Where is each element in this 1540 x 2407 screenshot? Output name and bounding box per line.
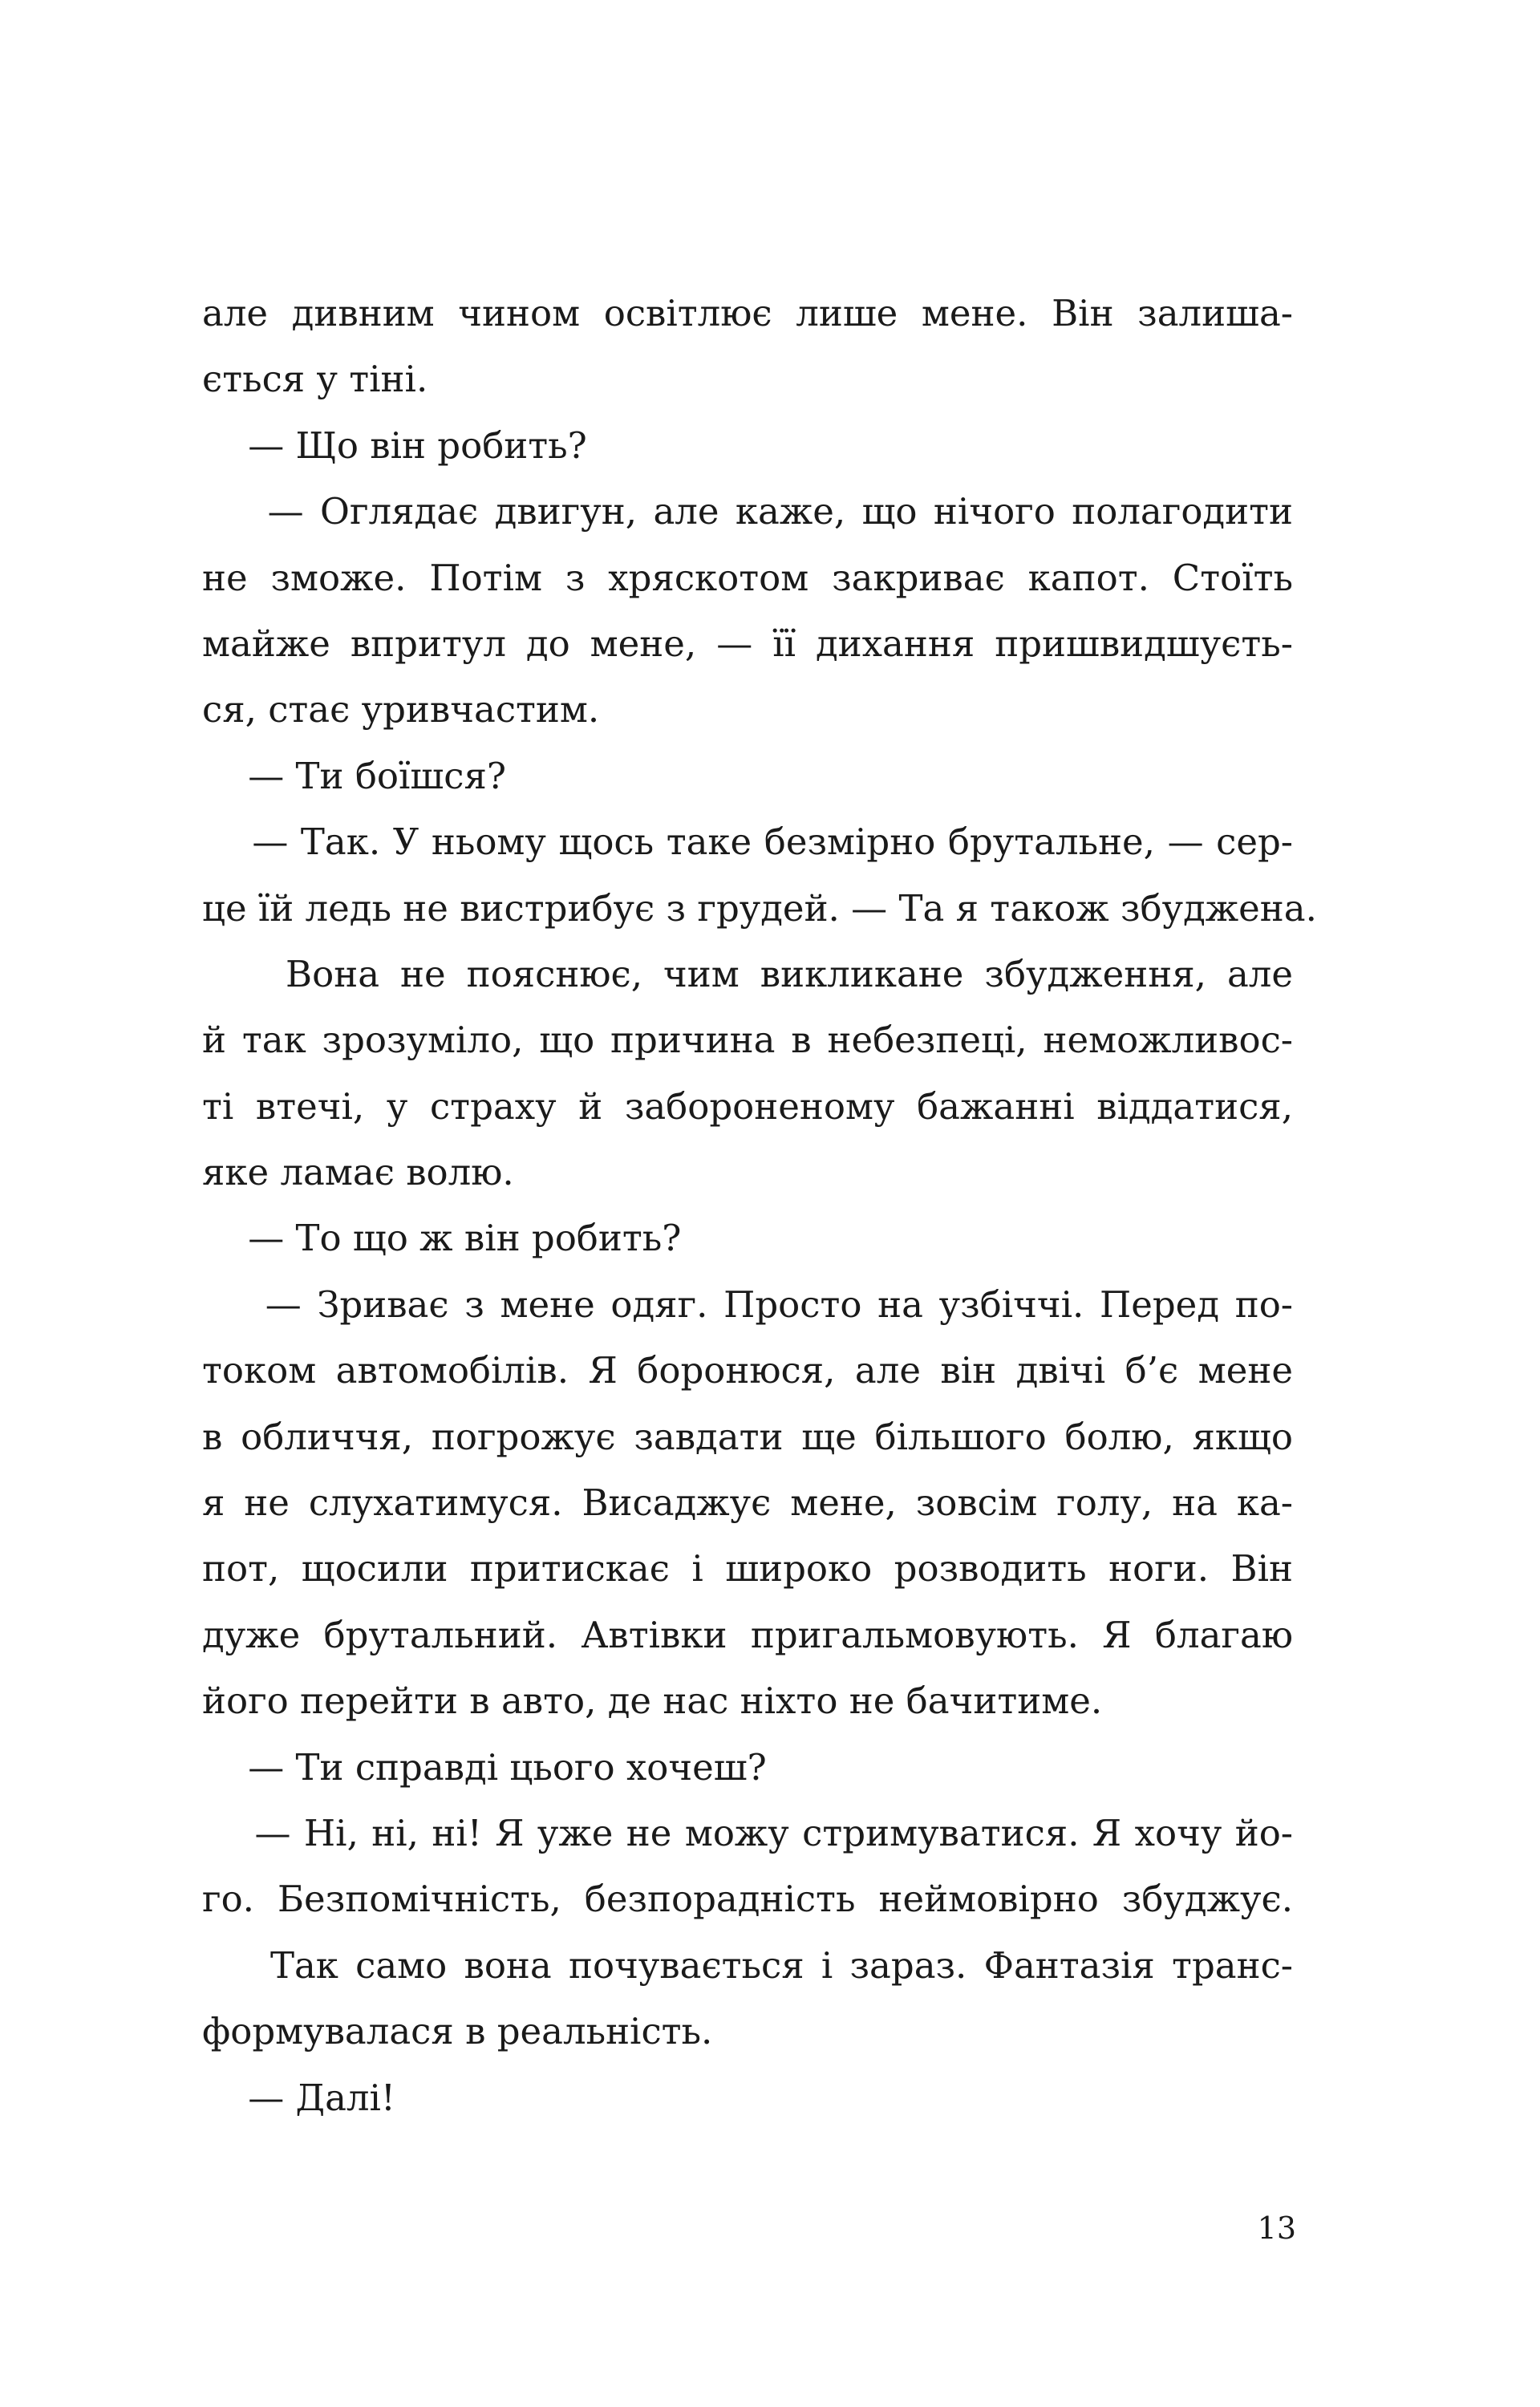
text-line-9: — Так. У ньому щось таке безмірно брутальне, — сер- [202,821,1293,864]
text-line-6: майже впритул до мене, — її дихання пришвидшуєть- [202,622,1293,665]
text-line-10: це їй ледь не вистрибує з грудей. — Та я також збуджена. [202,886,1317,930]
text-line-7: ся, стає уривчастим. [202,688,600,731]
page-number: 13 [1257,2210,1296,2246]
text-line-4: — Оглядає двигун, але каже, що нічого полагодити [202,490,1293,533]
text-line-19: я не слухатимуся. Висаджує мене, зовсім голу, на ка- [202,1481,1293,1525]
text-line-16: — Зриває з мене одяг. Просто на узбіччі. Перед по- [202,1283,1293,1326]
text-line-18: в обличчя, погрожує завдати ще більшого болю, якщо [202,1415,1293,1458]
text-line-3: — Що він робить? [202,423,587,467]
text-line-26: Так само вона почувається і зараз. Фантазія транс- [202,1943,1293,1987]
text-line-25: го. Безпомічність, безпорадність неймовірно збуджує. [202,1878,1293,1921]
text-line-14: яке ламає волю. [202,1151,514,1194]
text-line-27: формувалася в реальність. [202,2010,713,2053]
text-line-21: дуже брутальний. Автівки пригальмовують. Я благаю [202,1613,1293,1656]
text-line-2: ється у тіні. [202,358,428,401]
text-line-11: Вона не пояснює, чим викликане збудження, але [202,952,1293,995]
text-line-12: й так зрозуміло, що причина в небезпеці, неможливос- [202,1019,1293,1062]
text-line-28: — Далі! [202,2076,395,2119]
text-line-13: ті втечі, у страху й забороненому бажанні віддатися, [202,1084,1293,1128]
text-line-1: але дивним чином освітлює лише мене. Він залиша- [202,292,1293,334]
text-line-22: його перейти в авто, де нас ніхто не бачитиме. [202,1680,1103,1723]
text-line-24: — Ні, ні, ні! Я уже не можу стримуватися. Я хочу йо- [202,1811,1293,1854]
text-line-23: — Ти справді цього хочеш? [202,1745,767,1789]
text-line-17: током автомобілів. Я боронюся, але він двічі б’є мене [202,1349,1293,1392]
text-line-15: — То що ж він робить? [202,1217,682,1260]
text-line-20: пот, щосили притискає і широко розводить ноги. Він [202,1547,1293,1590]
body-text [202,281,1317,2131]
text-line-5: не зможе. Потім з хряскотом закриває капот. Стоїть [202,556,1293,599]
text-line-8: — Ти боїшся? [202,754,506,797]
